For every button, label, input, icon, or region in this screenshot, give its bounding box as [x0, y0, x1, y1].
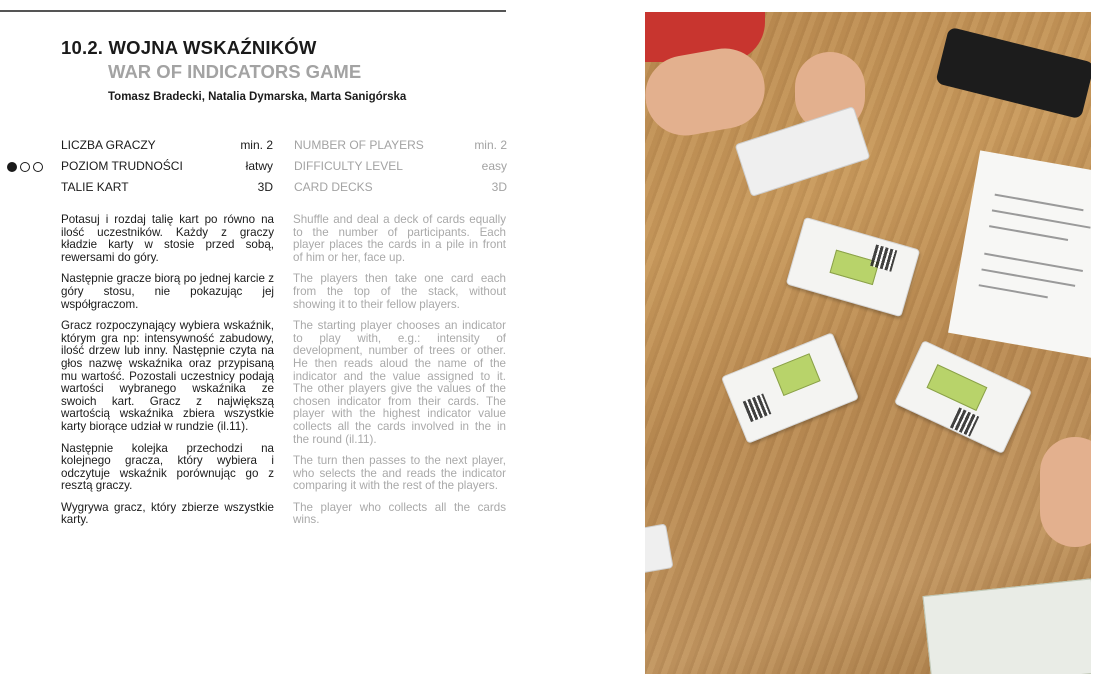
rules-paragraph: The player who collects all the cards wins.	[293, 500, 506, 527]
meta-label-en: NUMBER OF PLAYERS	[294, 138, 424, 152]
rules-paragraph: Shuffle and deal a deck of cards equally to the number of participants. Each player places the cards in a pile in front of him or her, face up.	[293, 213, 506, 264]
game-meta-table	[61, 138, 507, 201]
rules-text-pl	[61, 214, 274, 536]
difficulty-dot-filled	[7, 162, 17, 172]
meta-value-pl: łatwy	[245, 159, 273, 173]
difficulty-dot-empty	[20, 162, 30, 172]
difficulty-dot-empty	[33, 162, 43, 172]
meta-label-en: DIFFICULTY LEVEL	[294, 159, 403, 173]
authors: Tomasz Bradecki, Natalia Dymarska, Marta Sanigórska	[108, 91, 407, 103]
gameplay-photo	[645, 12, 1091, 674]
meta-value-pl: min. 2	[240, 138, 273, 152]
meta-row-difficulty	[61, 159, 507, 180]
meta-label-pl: LICZBA GRACZY	[61, 138, 156, 152]
section-title-en: WAR OF INDICATORS GAME	[108, 61, 362, 82]
meta-value-en: min. 2	[474, 138, 507, 152]
difficulty-indicator	[7, 162, 43, 172]
rules-paragraph: The players then take one card each from the top of the stack, without showing it to their fellow players.	[293, 272, 506, 311]
meta-value-en: easy	[481, 159, 507, 173]
rules-paragraph: Wygrywa gracz, który zbierze wszystkie karty.	[61, 500, 274, 527]
meta-label-en: CARD DECKS	[294, 180, 373, 194]
rules-paragraph: Gracz rozpoczynający wybiera wskaźnik, którym gra np: intensywność zabudowy, ilość drzew lub inny. Następnie czyta na głos nazwę wskaźnika oraz przypisaną mu wartość. Pozostali uczestnicy podają wartości wybranego wskaźnika ze swoich kart. Gracz z największą wartością wskaźnika zbiera wszystkie karty biorące udział w rundzie (il.11).	[61, 319, 274, 433]
rules-paragraph: Następnie gracze biorą po jednej karcie z góry stosu, nie pokazując jej współgraczom.	[61, 272, 274, 311]
rules-paragraph: The starting player chooses an indicator to play with, e.g.: intensity of development, number of trees or other. He then reads aloud the name of the indicator and the value assigned to it. The other players give the values of the chosen indicator from their cards. The player with the highest indicator value collects all the cards involved in the in the round (il.11).	[293, 319, 506, 446]
meta-value-en: 3D	[491, 180, 507, 194]
section-heading	[61, 37, 511, 103]
section-title: 10.2. WOJNA WSKAŹNIKÓW	[61, 37, 317, 58]
rules-paragraph: Potasuj i rozdaj talię kart po równo na ilość uczestników. Każdy z graczy kładzie karty w stosie przed sobą, rewersami do góry.	[61, 213, 274, 264]
rules-paragraph: The turn then passes to the next player, who selects the and reads the indicator comparing it with the rest of the players.	[293, 454, 506, 493]
rules-text-en	[293, 214, 506, 536]
top-rule	[0, 10, 506, 12]
rules-paragraph: Następnie kolejka przechodzi na kolejnego gracza, który wybiera i odczytuje wskaźnik porównując go z resztą graczy.	[61, 441, 274, 493]
meta-value-pl: 3D	[257, 180, 273, 194]
hand	[1040, 437, 1091, 547]
meta-label-pl: POZIOM TRUDNOŚCI	[61, 159, 183, 173]
board-cards	[923, 578, 1091, 674]
meta-row-players	[61, 138, 507, 159]
meta-label-pl: TALIE KART	[61, 180, 129, 194]
meta-row-decks	[61, 180, 507, 201]
